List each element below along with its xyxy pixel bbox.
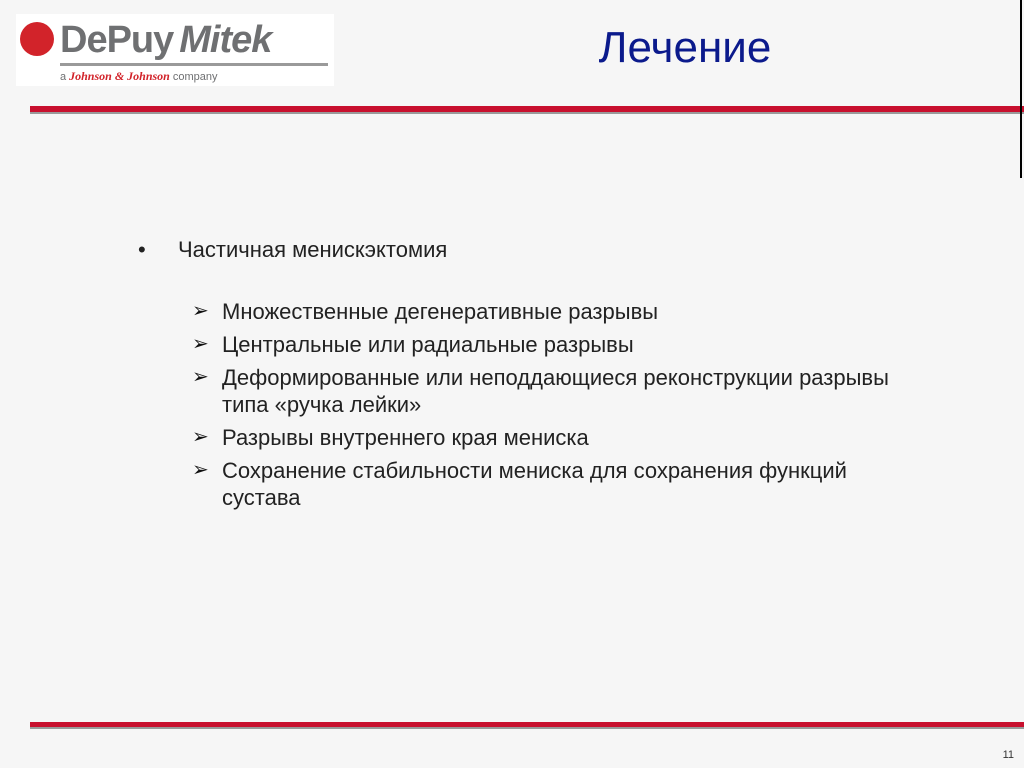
sub-bullet-text: Сохранение стабильности мениска для сохранения функций сустава xyxy=(222,458,847,510)
logo-jj-text: Johnson & Johnson xyxy=(69,69,170,83)
sub-bullet-text: Множественные дегенеративные разрывы xyxy=(222,299,659,324)
logo-tagline-suffix: company xyxy=(172,71,218,83)
main-bullet xyxy=(138,232,938,268)
logo-red-dot xyxy=(20,22,54,56)
main-bullet-text: Частичная менискэктомия xyxy=(178,237,448,262)
right-edge-line xyxy=(1020,0,1022,178)
depuy-mitek-logo xyxy=(16,14,334,86)
sub-bullet-text: Деформированные или неподдающиеся реконструкции разрывы типа «ручка лейки» xyxy=(222,365,889,417)
slide-title: Лечение xyxy=(598,23,772,72)
sub-bullet-text: Разрывы внутреннего края мениска xyxy=(222,425,589,450)
logo-underline xyxy=(60,63,328,66)
sub-bullet-item xyxy=(192,331,902,358)
sub-bullet-text: Центральные или радиальные разрывы xyxy=(222,332,634,357)
logo-tagline xyxy=(60,68,217,84)
arrow-bullet-icon: ➢ xyxy=(192,333,209,355)
bottom-divider xyxy=(30,722,1024,727)
bullet-dot-icon: • xyxy=(138,237,146,262)
slide-content xyxy=(138,232,938,517)
sub-bullet-item xyxy=(192,364,902,418)
arrow-bullet-icon: ➢ xyxy=(192,300,209,322)
arrow-bullet-icon: ➢ xyxy=(192,426,209,448)
sub-bullet-item xyxy=(192,424,902,451)
arrow-bullet-icon: ➢ xyxy=(192,459,209,481)
top-divider xyxy=(30,106,1024,112)
arrow-bullet-icon: ➢ xyxy=(192,366,209,388)
sub-bullet-item xyxy=(192,457,902,511)
logo-mitek-text: Mitek xyxy=(179,19,272,61)
page-number: 11 xyxy=(1002,749,1014,761)
logo-tagline-prefix: a xyxy=(60,71,67,83)
sub-bullet-item xyxy=(192,298,902,325)
sub-bullet-list xyxy=(138,298,938,511)
logo-depuy-text: DePuy xyxy=(60,19,174,61)
logo-wordmark xyxy=(60,18,271,62)
